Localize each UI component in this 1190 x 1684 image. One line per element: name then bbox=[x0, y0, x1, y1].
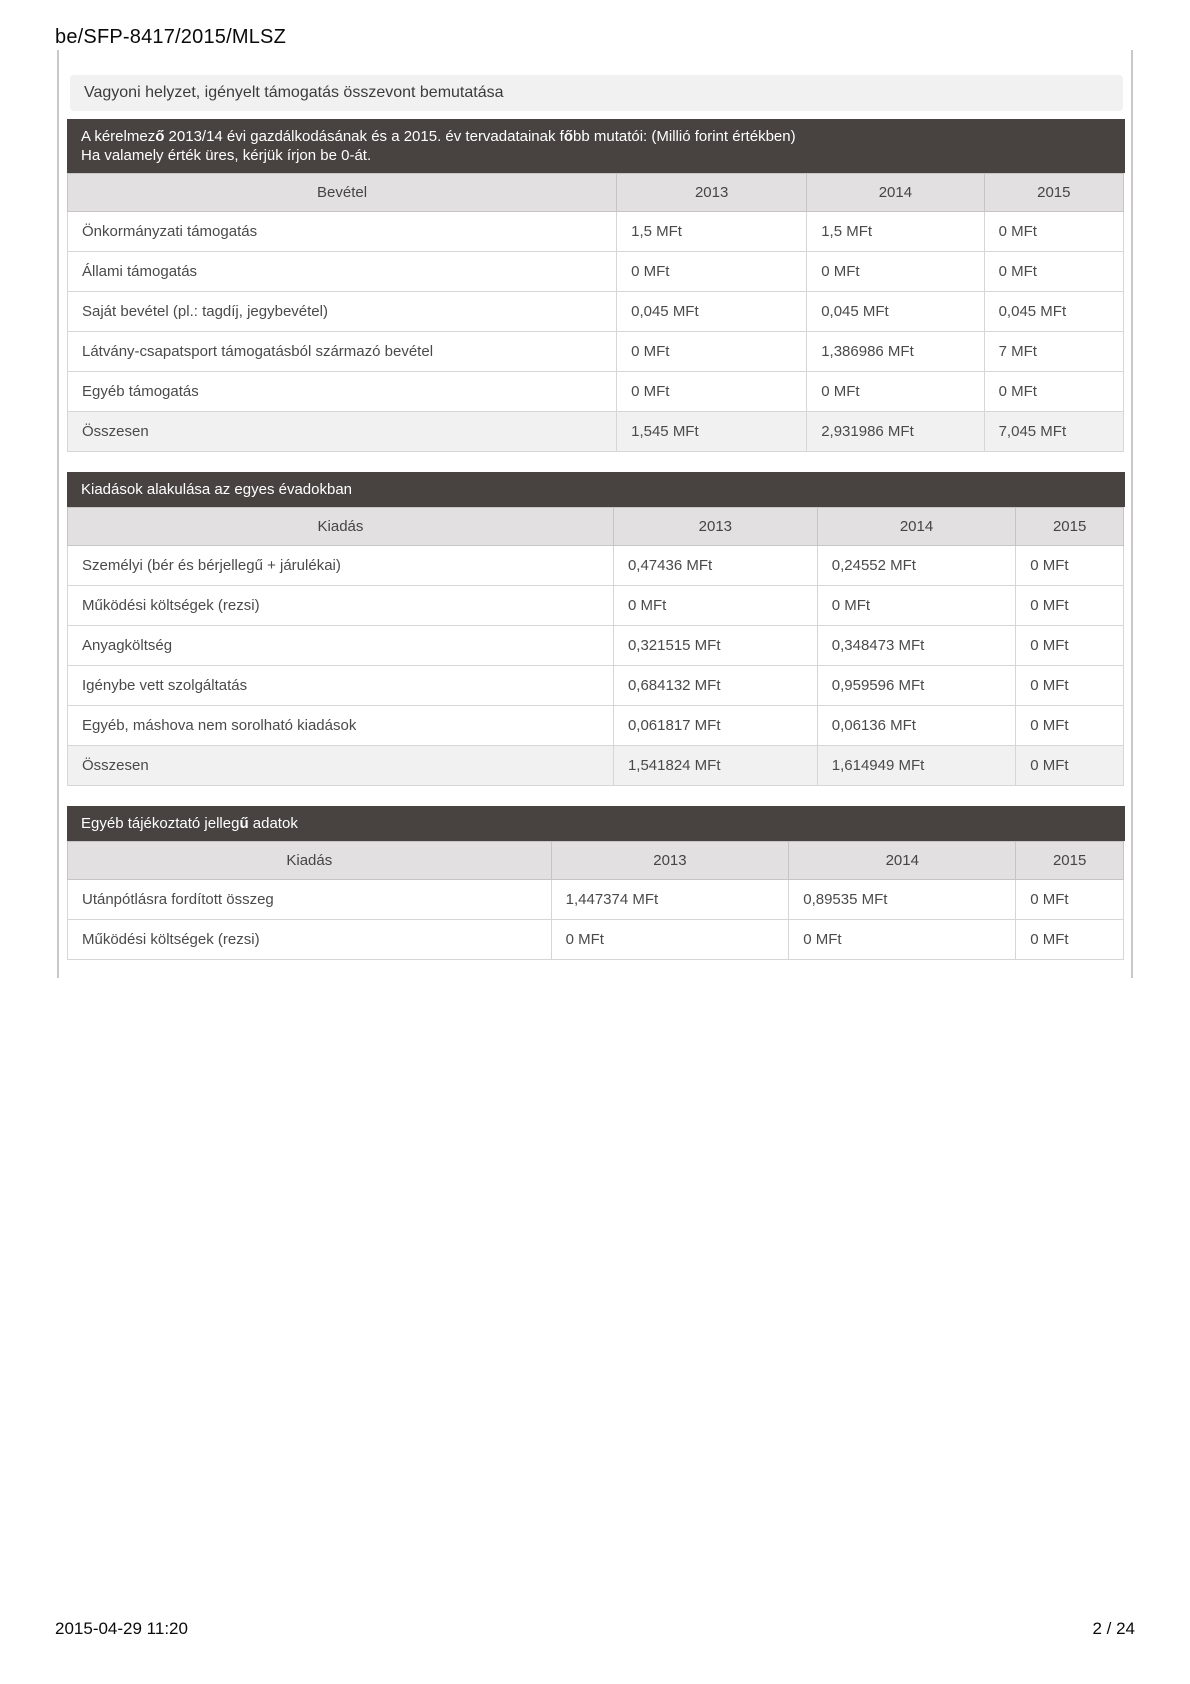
table-row bbox=[68, 666, 1124, 706]
column-header-bevetel: Bevétel bbox=[68, 174, 617, 212]
value-cell: 0 MFt bbox=[617, 252, 807, 292]
value-cell: 0,045 MFt bbox=[807, 292, 984, 332]
table-row bbox=[68, 880, 1124, 920]
value-cell: 0 MFt bbox=[1016, 546, 1124, 586]
value-cell: 0,045 MFt bbox=[984, 292, 1123, 332]
table-row bbox=[68, 212, 1124, 252]
value-cell: 0,061817 MFt bbox=[613, 706, 817, 746]
value-cell: 0 MFt bbox=[617, 372, 807, 412]
value-cell: 1,5 MFt bbox=[617, 212, 807, 252]
value-cell: 1,386986 MFt bbox=[807, 332, 984, 372]
row-label-cell: Egyéb támogatás bbox=[68, 372, 617, 412]
value-cell: 0 MFt bbox=[613, 586, 817, 626]
value-cell: 0 MFt bbox=[984, 252, 1123, 292]
row-label-cell: Működési költségek (rezsi) bbox=[68, 586, 614, 626]
value-cell: 1,5 MFt bbox=[807, 212, 984, 252]
value-cell: 0 MFt bbox=[617, 332, 807, 372]
column-header-2014: 2014 bbox=[817, 508, 1016, 546]
page-title: be/SFP-8417/2015/MLSZ bbox=[55, 26, 286, 48]
value-cell: 0 MFt bbox=[1016, 880, 1124, 920]
value-cell: 0 MFt bbox=[1016, 920, 1124, 960]
revenue-table-header-row bbox=[68, 174, 1124, 212]
financial-overview-heading-line1: A kérelmező 2013/14 évi gazdálkodásának és a 2015. év tervadatainak főbb mutatói: (Millió forint értékben) bbox=[81, 128, 796, 145]
table-row bbox=[68, 332, 1124, 372]
value-cell: 0,684132 MFt bbox=[613, 666, 817, 706]
value-cell: 0,47436 MFt bbox=[613, 546, 817, 586]
value-cell: 1,614949 MFt bbox=[817, 746, 1016, 786]
row-label-cell: Állami támogatás bbox=[68, 252, 617, 292]
value-cell: 7,045 MFt bbox=[984, 412, 1123, 452]
row-label-cell: Saját bevétel (pl.: tagdíj, jegybevétel) bbox=[68, 292, 617, 332]
value-cell: 0,89535 MFt bbox=[789, 880, 1016, 920]
value-cell: 0 MFt bbox=[1016, 746, 1124, 786]
row-label-cell: Igénybe vett szolgáltatás bbox=[68, 666, 614, 706]
value-cell: 0,06136 MFt bbox=[817, 706, 1016, 746]
value-cell: 0 MFt bbox=[1016, 666, 1124, 706]
value-cell: 0,959596 MFt bbox=[817, 666, 1016, 706]
row-label-cell: Anyagköltség bbox=[68, 626, 614, 666]
other-info-table-header-row bbox=[68, 842, 1124, 880]
table-row bbox=[68, 292, 1124, 332]
value-cell: 0,24552 MFt bbox=[817, 546, 1016, 586]
expenses-heading: Kiadások alakulása az egyes évadokban bbox=[67, 472, 1125, 507]
other-info-table bbox=[67, 841, 1124, 960]
value-cell: 7 MFt bbox=[984, 332, 1123, 372]
section-banner: Vagyoni helyzet, igényelt támogatás összevont bemutatása bbox=[70, 75, 1123, 111]
value-cell: 0 MFt bbox=[1016, 586, 1124, 626]
column-header-2013: 2013 bbox=[617, 174, 807, 212]
value-cell: 0 MFt bbox=[807, 252, 984, 292]
column-header-2015: 2015 bbox=[984, 174, 1123, 212]
value-cell: 0 MFt bbox=[817, 586, 1016, 626]
value-cell: 0 MFt bbox=[807, 372, 984, 412]
footer-datetime: 2015-04-29 11:20 bbox=[55, 1619, 188, 1638]
total-row bbox=[68, 746, 1124, 786]
value-cell: 0,045 MFt bbox=[617, 292, 807, 332]
expenses-table-header-row bbox=[68, 508, 1124, 546]
value-cell: 1,545 MFt bbox=[617, 412, 807, 452]
footer bbox=[55, 1619, 1135, 1639]
financial-overview-heading bbox=[67, 119, 1125, 173]
value-cell: 0 MFt bbox=[984, 372, 1123, 412]
table-row bbox=[68, 252, 1124, 292]
row-label-cell: Működési költségek (rezsi) bbox=[68, 920, 552, 960]
value-cell: 0,348473 MFt bbox=[817, 626, 1016, 666]
column-header-2014: 2014 bbox=[789, 842, 1016, 880]
row-label-cell: Látvány-csapatsport támogatásból származó bevétel bbox=[68, 332, 617, 372]
column-header-kiadas: Kiadás bbox=[68, 842, 552, 880]
value-cell: 0,321515 MFt bbox=[613, 626, 817, 666]
row-label-cell: Egyéb, máshova nem sorolható kiadások bbox=[68, 706, 614, 746]
footer-page-number: 2 / 24 bbox=[1092, 1619, 1135, 1638]
table-row bbox=[68, 920, 1124, 960]
row-label-cell: Személyi (bér és bérjellegű + járulékai) bbox=[68, 546, 614, 586]
revenue-table bbox=[67, 173, 1124, 452]
value-cell: 0 MFt bbox=[1016, 626, 1124, 666]
table-row bbox=[68, 546, 1124, 586]
row-label-cell: Összesen bbox=[68, 412, 617, 452]
table-row bbox=[68, 372, 1124, 412]
value-cell: 2,931986 MFt bbox=[807, 412, 984, 452]
column-header-2015: 2015 bbox=[1016, 842, 1124, 880]
value-cell: 0 MFt bbox=[789, 920, 1016, 960]
other-info-heading: Egyéb tájékoztató jellegű adatok bbox=[67, 806, 1125, 841]
column-header-2013: 2013 bbox=[551, 842, 789, 880]
value-cell: 1,541824 MFt bbox=[613, 746, 817, 786]
table-row bbox=[68, 626, 1124, 666]
table-row bbox=[68, 586, 1124, 626]
column-header-2014: 2014 bbox=[807, 174, 984, 212]
financial-overview-heading-line2: Ha valamely érték üres, kérjük írjon be 0-át. bbox=[81, 147, 372, 164]
value-cell: 0 MFt bbox=[1016, 706, 1124, 746]
expenses-table bbox=[67, 507, 1124, 786]
table-row bbox=[68, 706, 1124, 746]
row-label-cell: Önkormányzati támogatás bbox=[68, 212, 617, 252]
column-header-kiadas: Kiadás bbox=[68, 508, 614, 546]
row-label-cell: Utánpótlásra fordított összeg bbox=[68, 880, 552, 920]
row-label-cell: Összesen bbox=[68, 746, 614, 786]
value-cell: 0 MFt bbox=[551, 920, 789, 960]
total-row bbox=[68, 412, 1124, 452]
value-cell: 0 MFt bbox=[984, 212, 1123, 252]
column-header-2013: 2013 bbox=[613, 508, 817, 546]
value-cell: 1,447374 MFt bbox=[551, 880, 789, 920]
content-panel bbox=[57, 50, 1133, 978]
column-header-2015: 2015 bbox=[1016, 508, 1124, 546]
